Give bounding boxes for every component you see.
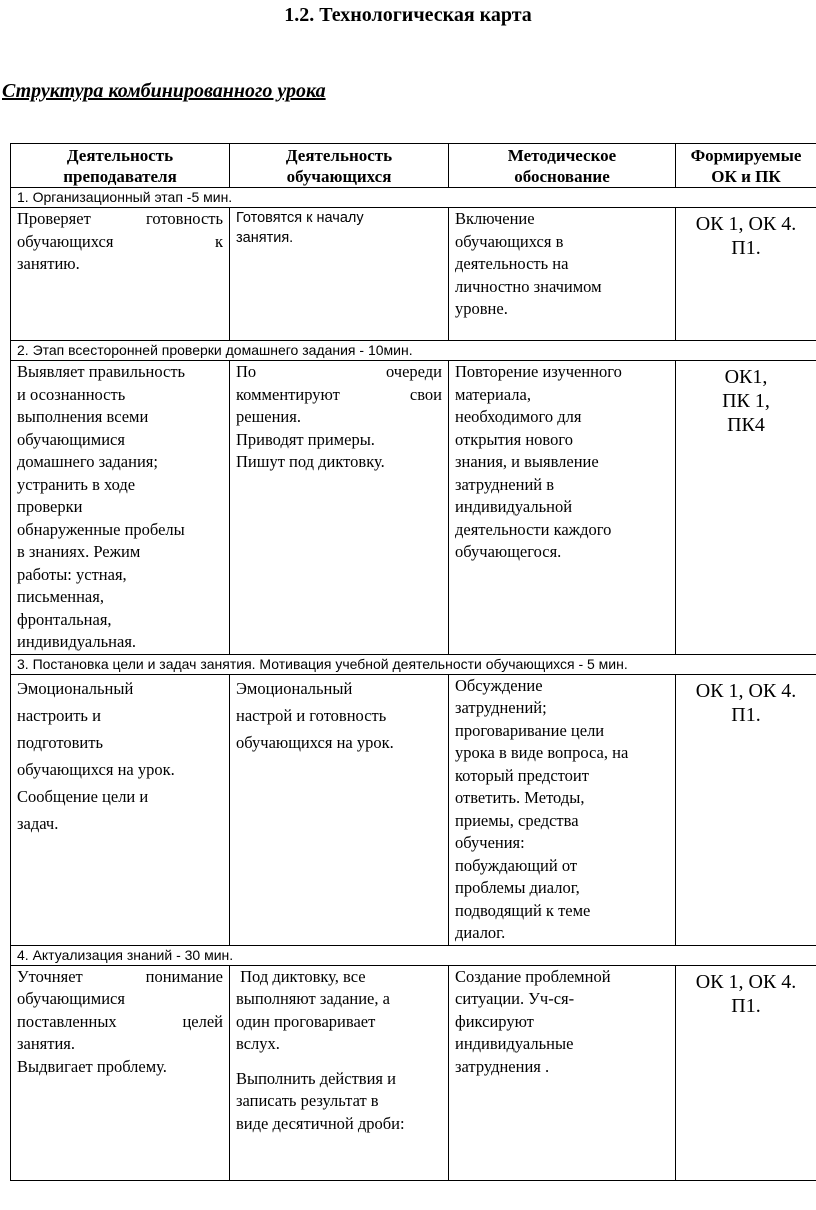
stage-1-students-cell: Готовятся к началу занятия. <box>230 208 449 341</box>
stage-4-students-cell: Под диктовку, все выполняют задание, а один проговаривает вслух. Выполнить действия и записать результат в виде десятичной дроби: <box>230 965 449 1180</box>
stage-title-row <box>11 341 816 361</box>
stage-4-competence-cell: ОК 1, ОК 4. П1. <box>676 965 816 1180</box>
header-teacher-activity: Деятельность преподавателя <box>11 144 230 188</box>
stage-3-method-cell: Обсуждение затруднений; проговаривание цели урока в виде вопроса, на который предстоит ответить. Методы, приемы, средства обучения: побуждающий от проблемы диалог, подводящий к теме диалог. <box>449 674 676 945</box>
stage-2-method-cell: Повторение изученного материала, необходимого для открытия нового знания, и выявление затруднений в индивидуальной деятельности каждого обучающегося. <box>449 361 676 655</box>
stage-2-students-cell: По очереди комментируют свои решения. Приводят примеры. Пишут под диктовку. <box>230 361 449 655</box>
stage-3-competence-cell: ОК 1, ОК 4. П1. <box>676 674 816 945</box>
stage-2-title: 2. Этап всесторонней проверки домашнего задания - 10мин. <box>11 341 816 361</box>
header-competences: Формируемые ОК и ПК <box>676 144 816 188</box>
stage-4-title: 4. Актуализация знаний - 30 мин. <box>11 945 816 965</box>
header-methodological-basis: Методическое обоснование <box>449 144 676 188</box>
stage-2-competence-cell: ОК1, ПК 1, ПК4 <box>676 361 816 655</box>
stage-title-row <box>11 654 816 674</box>
stage-1-competence-cell: ОК 1, ОК 4. П1. <box>676 208 816 341</box>
stage-1-teacher-cell: Проверяет готовность обучающихся к занятию. <box>11 208 230 341</box>
stage-3-teacher-cell: Эмоциональный настроить и подготовить обучающихся на урок. Сообщение цели и задач. <box>11 674 230 945</box>
stage-title-row <box>11 188 816 208</box>
document-subtitle: Структура комбинированного урока <box>2 80 326 102</box>
header-student-activity: Деятельность обучающихся <box>230 144 449 188</box>
document-title: 1.2. Технологическая карта <box>284 4 532 26</box>
stage-4-teacher-cell: Уточняет понимание обучающимися поставленных целей занятия. Выдвигает проблему. <box>11 965 230 1180</box>
stage-2-teacher-cell: Выявляет правильность и осознанность выполнения всеми обучающимися домашнего задания; устранить в ходе проверки обнаруженные пробелы в знаниях. Режим работы: устная, письменная, фронтальная, индивидуальная. <box>11 361 230 655</box>
stage-4-method-cell: Создание проблемной ситуации. Уч-ся- фиксируют индивидуальные затруднения . <box>449 965 676 1180</box>
stage-title-row <box>11 945 816 965</box>
table-header-row <box>11 144 816 188</box>
table-row <box>11 361 816 655</box>
table-row <box>11 208 816 341</box>
table-row <box>11 674 816 945</box>
stage-1-method-cell: Включение обучающихся в деятельность на личностно значимом уровне. <box>449 208 676 341</box>
stage-3-students-cell: Эмоциональный настрой и готовность обучающихся на урок. <box>230 674 449 945</box>
stage-3-title: 3. Постановка цели и задач занятия. Мотивация учебной деятельности обучающихся - 5 мин. <box>11 654 816 674</box>
lesson-structure-table <box>10 143 816 1181</box>
table-row <box>11 965 816 1180</box>
stage-1-title: 1. Организационный этап -5 мин. <box>11 188 816 208</box>
